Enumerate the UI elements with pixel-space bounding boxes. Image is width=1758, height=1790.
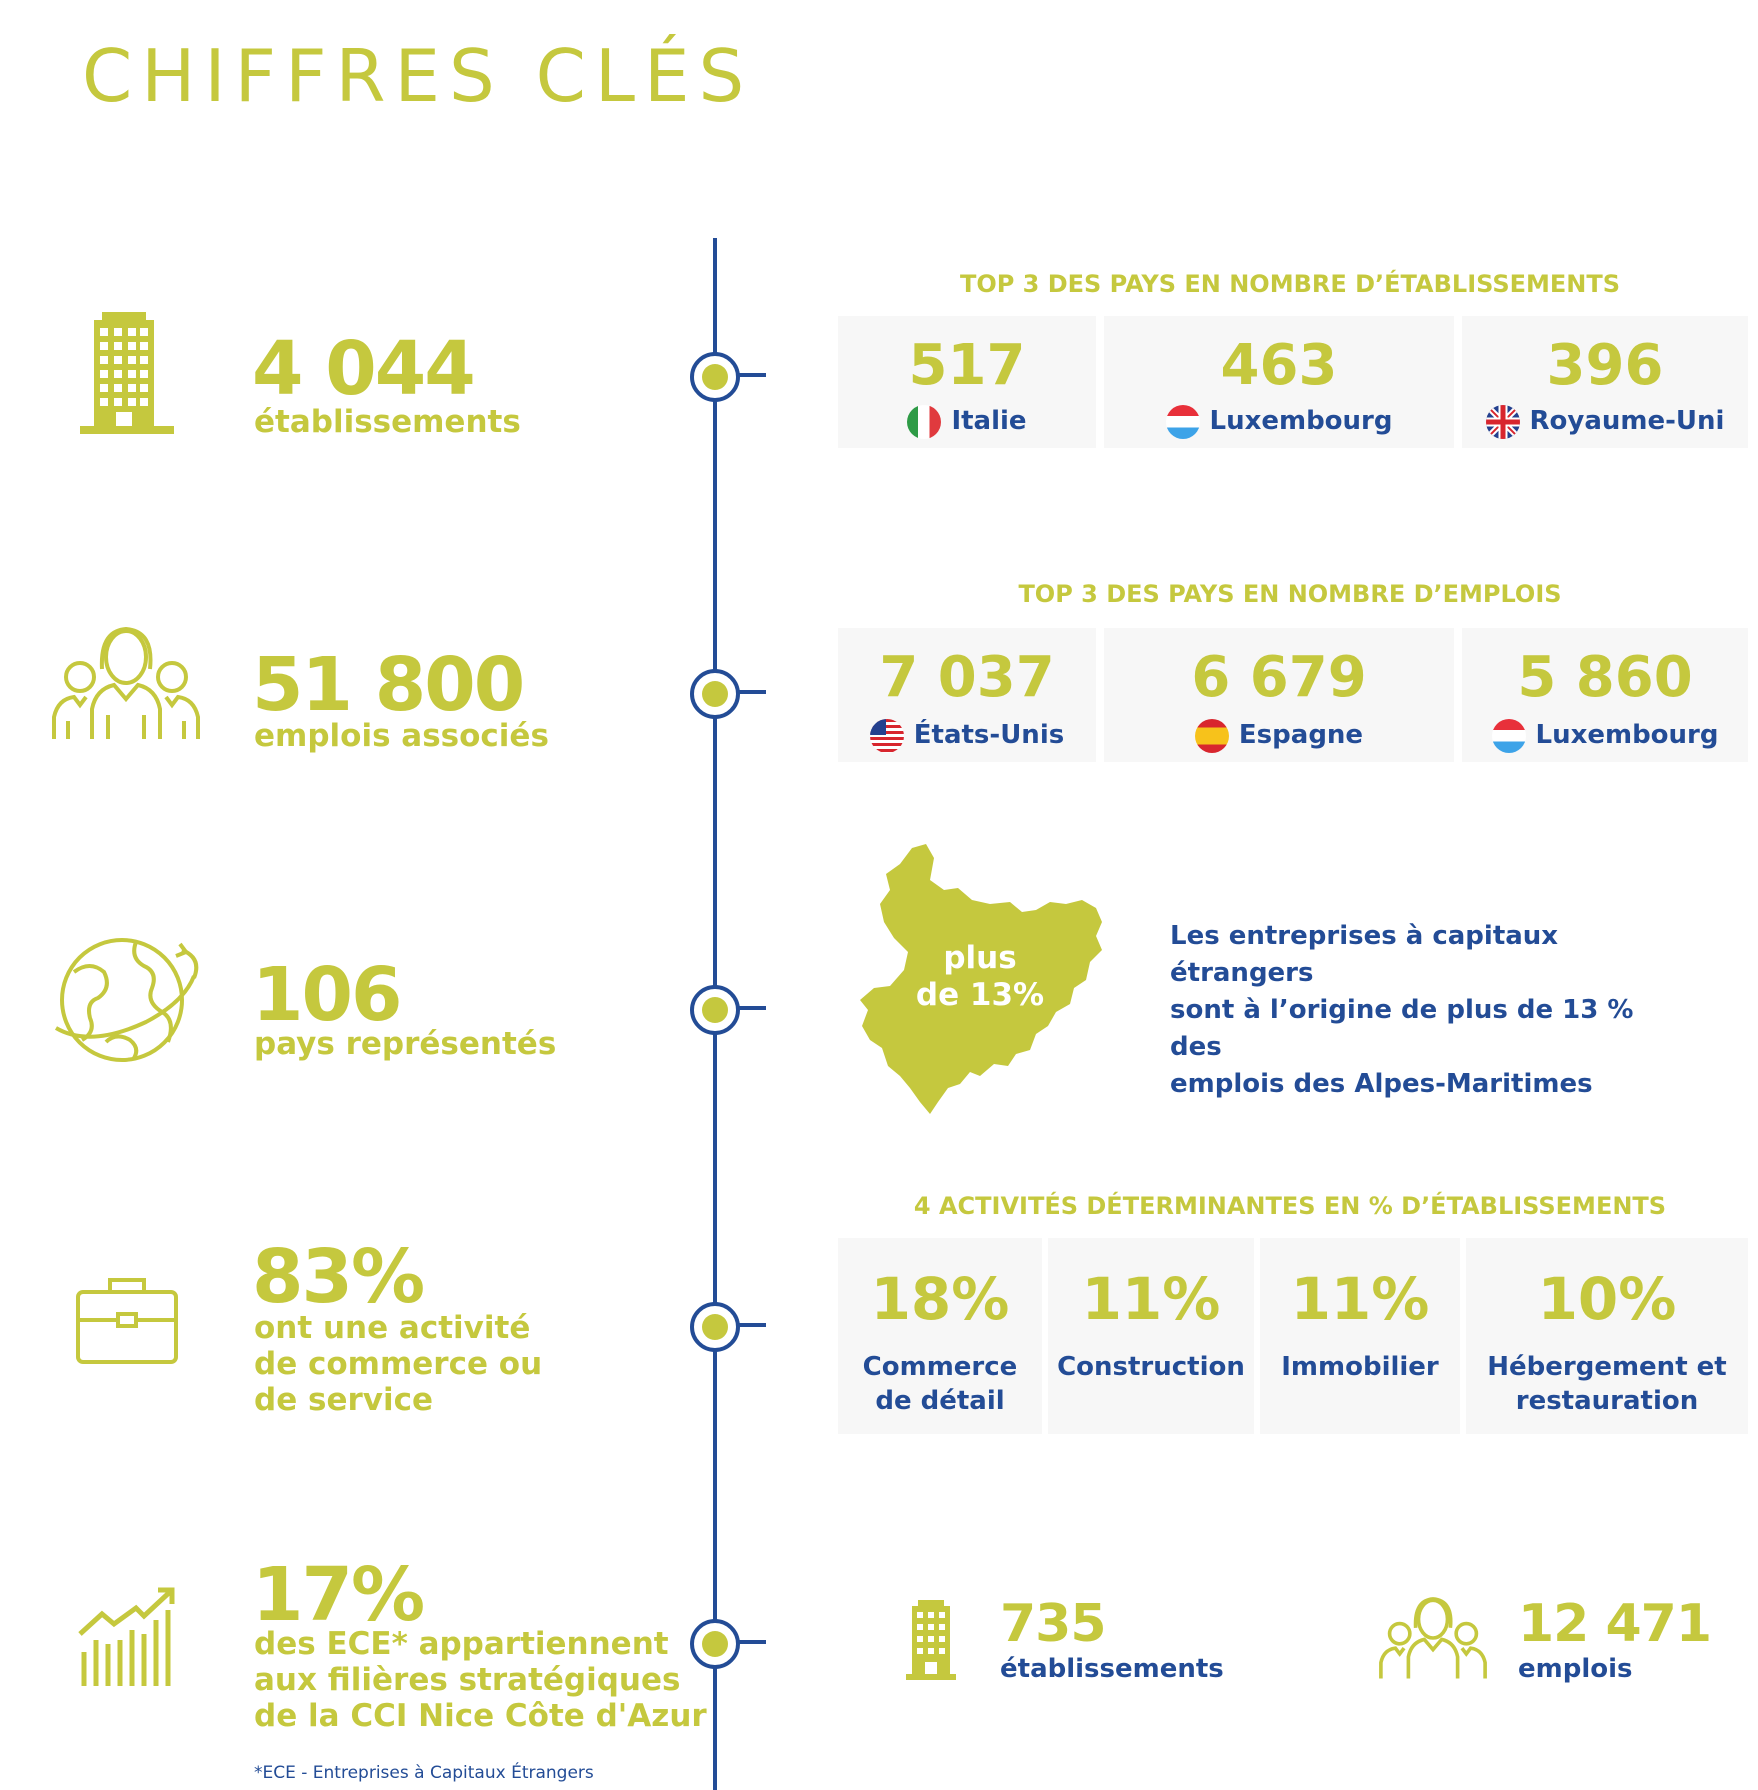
briefcase-icon [74,1274,180,1370]
country-value: 463 [1220,333,1338,398]
country-card [1104,316,1454,448]
luxembourg-flag-icon [1166,405,1200,439]
country-value: 6 679 [1191,645,1367,710]
stat-label-line: ont une activité [254,1310,531,1346]
page-title: CHIFFRES CLÉS [82,34,754,118]
stat-label: emplois associés [254,718,549,754]
growth-chart-icon [78,1586,178,1692]
activity-value: 11% [1081,1265,1221,1333]
country-label: Espagne [1104,718,1454,753]
stat-value: 106 [252,952,401,1038]
section-title: 4 ACTIVITÉS DÉTERMINANTES EN % D’ÉTABLISSEMENTS [913,1192,1667,1220]
filiere-label: établissements [1000,1654,1224,1684]
map-label: plus de 13% [915,940,1045,1013]
filiere-value: 12 471 [1518,1594,1712,1654]
country-label: Italie [838,404,1096,439]
country-card [1462,316,1748,448]
timeline-node [690,352,740,402]
building-icon [906,1600,956,1684]
building-icon [80,310,174,440]
spain-flag-icon [1195,719,1229,753]
stat-value: 51 800 [252,642,524,728]
country-label: Luxembourg [1462,718,1748,753]
activity-label-line: Hébergement et [1487,1352,1727,1382]
country-value: 396 [1546,333,1664,398]
timeline-node [690,1302,740,1352]
country-card [1462,628,1748,762]
stat-value: 17% [252,1552,424,1638]
stat-label-line: aux filières stratégiques [254,1662,681,1698]
activity-label-line: de détail [875,1386,1005,1416]
stat-label: établissements [254,404,521,440]
timeline-node [690,669,740,719]
country-label: Royaume-Uni [1462,404,1748,439]
timeline-tick [738,690,766,694]
country-label: Luxembourg [1104,404,1454,439]
stat-value: 4 044 [252,326,474,412]
section-title: TOP 3 DES PAYS EN NOMBRE D’EMPLOIS [1018,580,1562,608]
country-card [838,316,1096,448]
stat-value: 83% [252,1234,424,1320]
activity-card [1260,1238,1460,1434]
country-label: États-Unis [838,718,1096,753]
timeline-tick [738,1006,766,1010]
people-icon [1378,1596,1488,1684]
stat-label-line: de commerce ou [254,1346,543,1382]
timeline-tick [738,1323,766,1327]
stat-label-line: de la CCI Nice Côte d'Azur [254,1698,707,1734]
activity-label-line: Construction [1057,1352,1245,1382]
filiere-value: 735 [1000,1594,1106,1654]
footnote: *ECE - Entreprises à Capitaux Étrangers [254,1763,594,1783]
uk-flag-icon [1486,405,1520,439]
activity-label-line: restauration [1515,1386,1699,1416]
timeline-tick [738,373,766,377]
timeline-tick [738,1640,766,1644]
country-value: 5 860 [1517,645,1693,710]
country-card [838,628,1096,762]
activity-card [1466,1238,1748,1434]
activity-card [838,1238,1042,1434]
activity-value: 11% [1290,1265,1430,1333]
stat-label-line: des ECE* appartiennent [254,1626,669,1662]
italy-flag-icon [907,405,941,439]
stat-label-line: de service [254,1382,434,1418]
map-description: Les entreprises à capitaux étrangers sont à l’origine de plus de 13 % des emplois des Alpes-Maritimes [1170,921,1634,1099]
section-title: TOP 3 DES PAYS EN NOMBRE D’ÉTABLISSEMENTS [959,270,1621,298]
luxembourg-flag-icon [1492,719,1526,753]
timeline-node [690,985,740,1035]
globe-icon [50,932,202,1068]
stat-label: pays représentés [254,1026,557,1062]
activity-card [1048,1238,1254,1434]
usa-flag-icon [870,719,904,753]
country-value: 517 [908,333,1026,398]
filiere-label: emplois [1518,1654,1633,1684]
activity-value: 18% [870,1265,1010,1333]
people-icon [50,625,202,745]
country-card [1104,628,1454,762]
activity-value: 10% [1537,1265,1677,1333]
activity-label-line: Immobilier [1281,1352,1439,1382]
country-value: 7 037 [879,645,1055,710]
timeline-node [690,1619,740,1669]
activity-label-line: Commerce [862,1352,1018,1382]
